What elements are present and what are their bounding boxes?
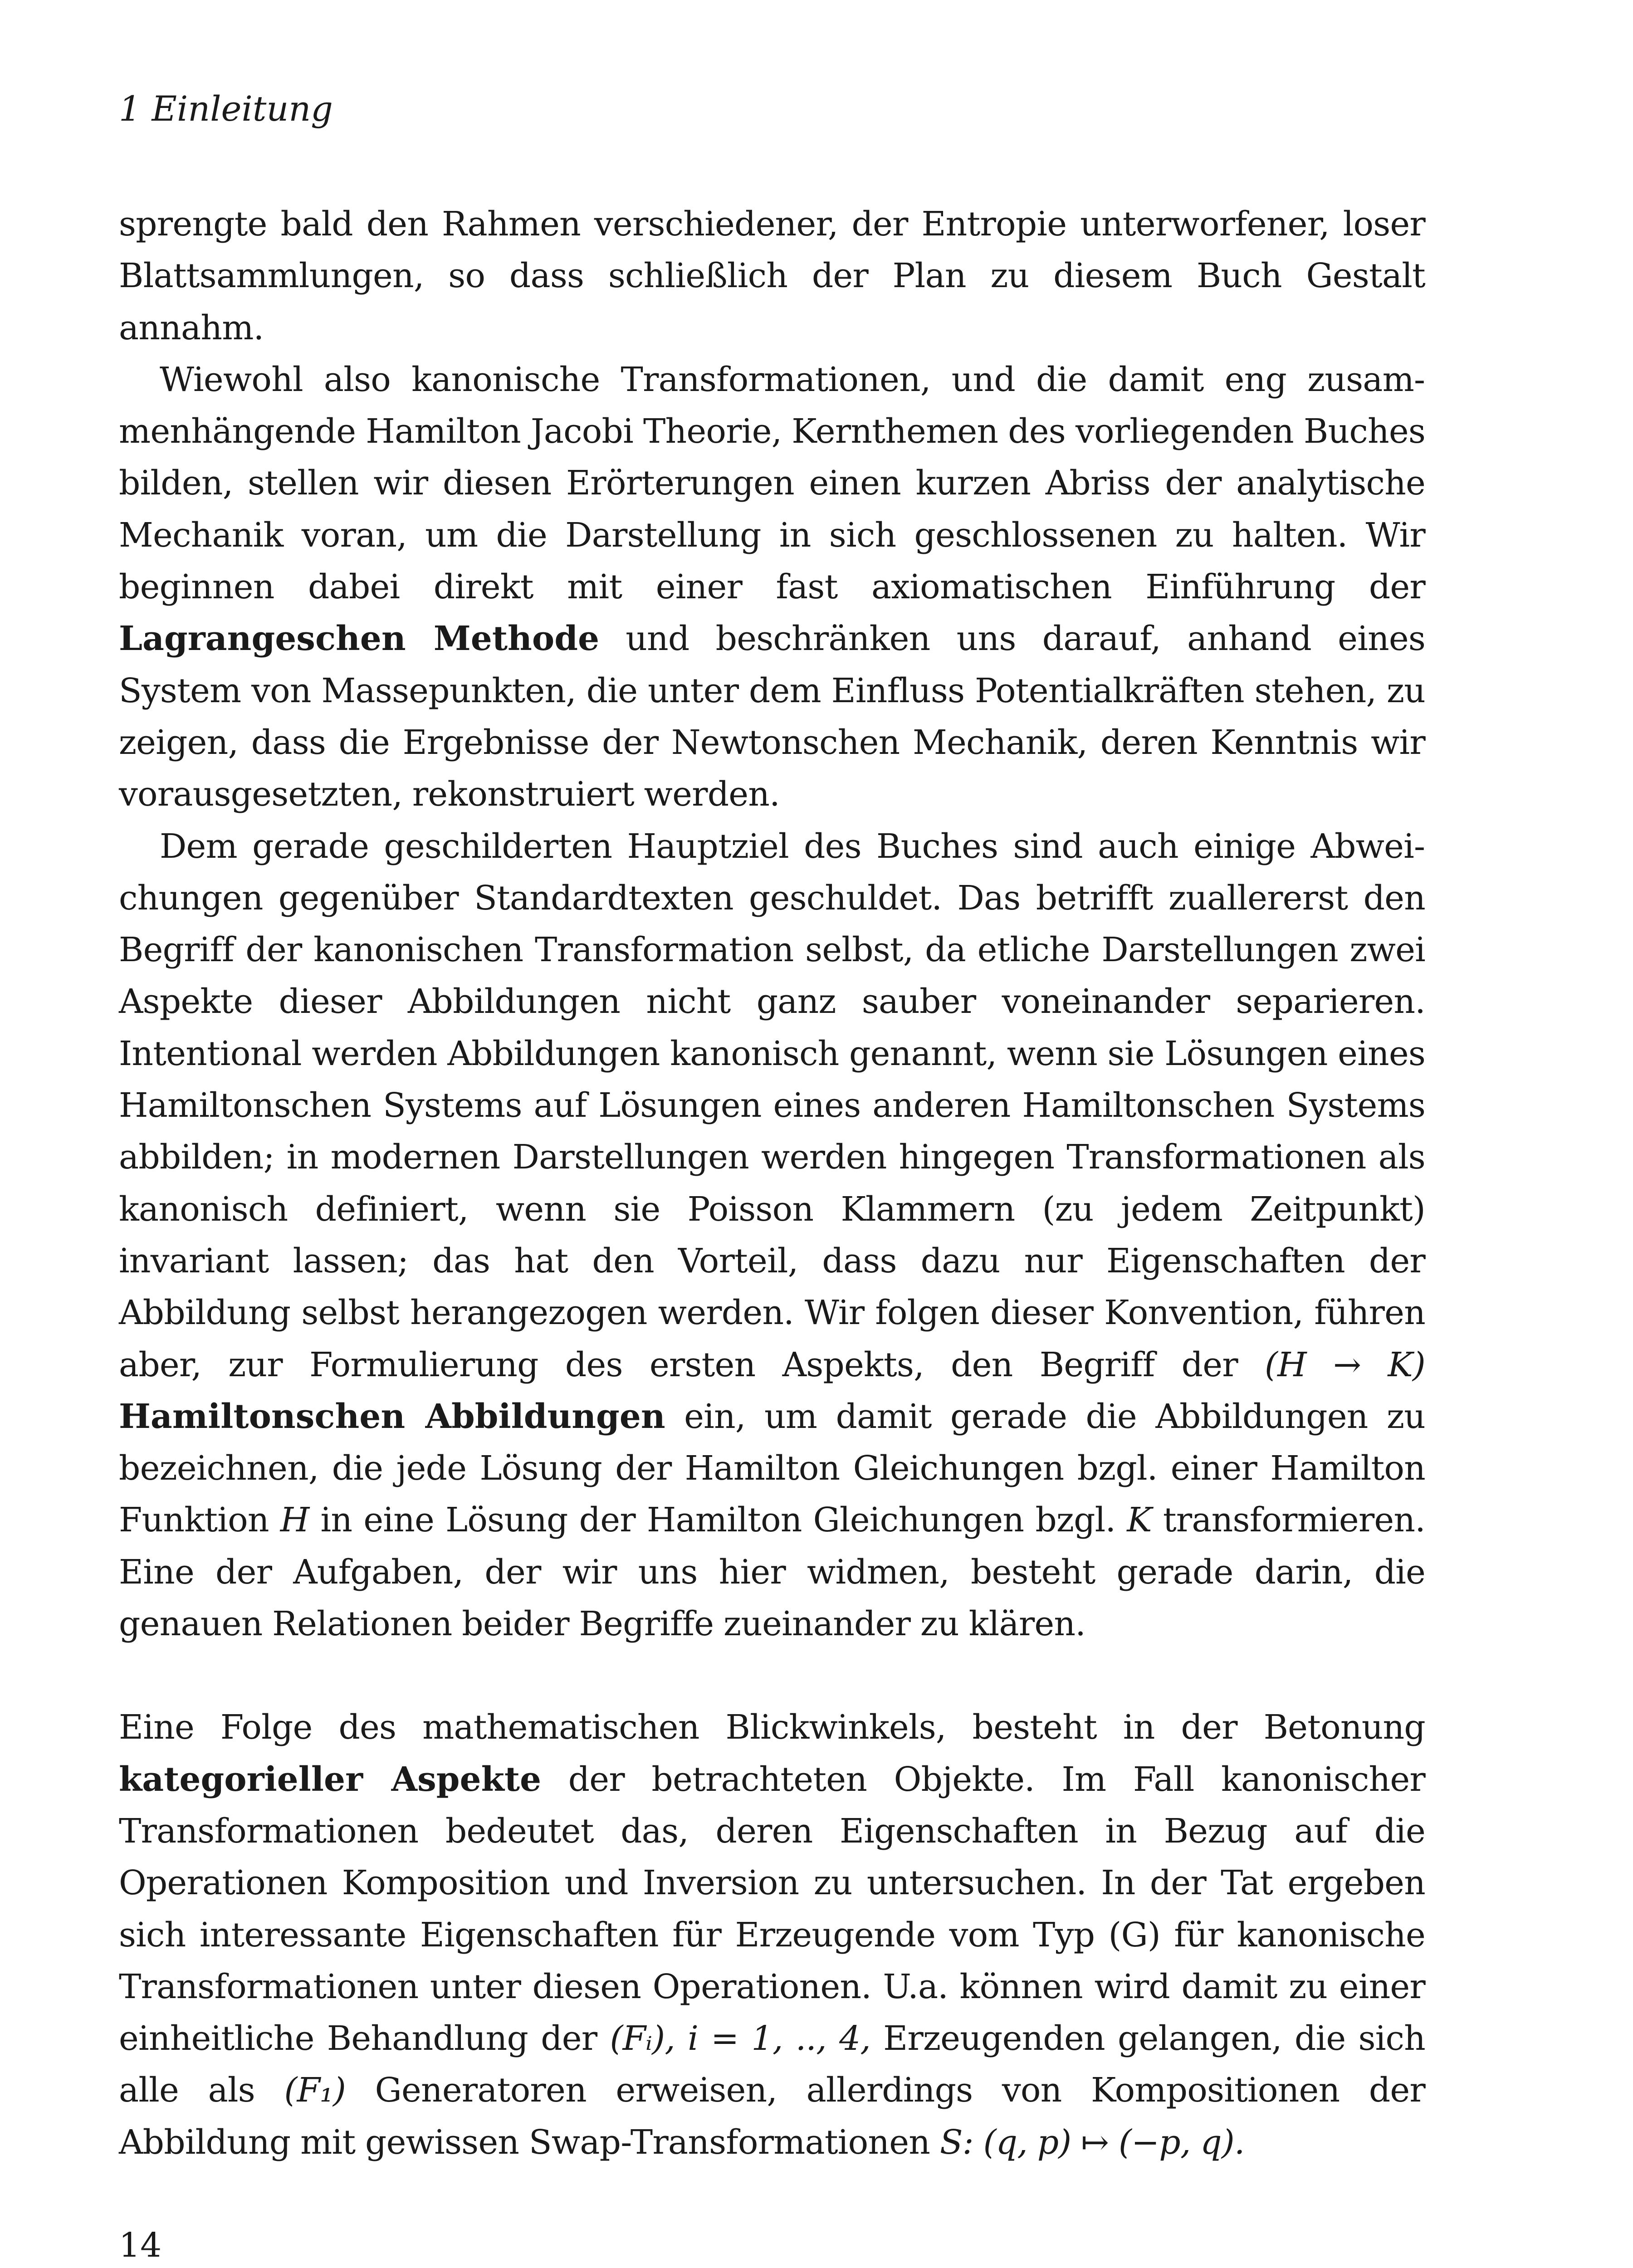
running-head: 1 Einleitung	[119, 88, 333, 129]
paragraph-2-text-b: und beschränken uns darauf, anhand eines System von Massepunkten, die unter dem Einfluss Potentialkräften stehen, zu zeigen, dass die Ergebnisse der Newtonschen Mechanik, deren Kenntnis wir vorausgesetzten, rekonstruiert werden.	[119, 619, 1426, 814]
paragraph-1	[119, 198, 1425, 354]
paragraph-3-text-b: ein, um damit gerade die Abbildungen zu bezeichnen, die jede Lösung der Hamilton Gleichungen bzgl. einer Hamilton Funktion	[119, 1397, 1425, 1540]
page-number: 14	[119, 2226, 162, 2265]
paragraph-3-text-d: transformieren. Eine der Aufgaben, der wir uns hier widmen, besteht gerade darin, die genauen Relationen beider Begriffe zueinander zu klären.	[119, 1501, 1425, 1644]
paragraph-4-text-c: Erzeugenden gelangen, die sich alle als	[119, 2019, 1426, 2110]
term-kategorieller-aspekte: kategorieller Aspekte	[119, 1760, 542, 1799]
math-h: H	[280, 1501, 309, 1540]
term-lagrangesche-methode: Lagrangeschen Methode	[119, 619, 600, 659]
term-hamiltonsche-abbildungen: Hamiltonschen Abbildungen	[119, 1397, 665, 1436]
paragraph-2-text-a: Wiewohl also kanonische Transformationen, und die damit eng zusammenhängende Hamilton Jacobi Theorie, Kernthemen des vorliegenden Buches bilden, stellen wir diesen Erörterungen einen kurzen Abriss der analytische Mechanik voran, um die Darstellung in sich geschlossenen zu halten. Wir beginnen dabei direkt mit einer fast axiomatischen Einführung der	[119, 360, 1425, 607]
paragraph-4-text-d: Generatoren erweisen, allerdings von Kompositionen der Abbildung mit gewissen Swap-Transformationen	[119, 2071, 1425, 2162]
math-k: K	[1127, 1501, 1152, 1540]
paragraph-3-text-c: in eine Lösung der Hamilton Gleichungen bzgl.	[309, 1501, 1127, 1540]
math-h-to-k: (H → K)	[1265, 1345, 1425, 1384]
paragraph-4-text-a: Eine Folge des mathematischen Blickwinkels, besteht in der Betonung	[119, 1708, 1425, 1747]
math-f1: (F₁)	[284, 2071, 346, 2110]
body-text	[119, 198, 1425, 2168]
paragraph-2	[119, 354, 1425, 821]
paragraph-3-text-a: Dem gerade geschilderten Hauptziel des Buches sind auch einige Abweichungen gegenüber Standardtexten geschuldet. Das betrifft zuallererst den Begriff der kanonischen Transformation selbst, da etliche Darstellungen zwei Aspekte dieser Abbildungen nicht ganz sauber voneinander separieren. Intentional werden Abbildungen kanonisch genannt, wenn sie Lösungen eines Hamiltonschen Systems auf Lösungen eines anderen Hamiltonschen Systems abbilden; in modernen Darstellungen werden hingegen Transformationen als kanonisch definiert, wenn sie Poisson Klammern (zu jedem Zeitpunkt) invariant lassen; das hat den Vorteil, dass dazu nur Eigenschaften der Abbildung selbst herangezogen werden. Wir folgen dieser Konvention, führen aber, zur Formulierung des ersten Aspekts, den Begriff der	[119, 826, 1425, 1384]
paragraph-4-text-b: der betrachteten Objekte. Im Fall kanonischer Transformationen bedeutet das, deren Eigenschaften in Bezug auf die Operationen Komposition und Inversion zu untersuchen. In der Tat ergeben sich interessante Eigenschaften für Erzeugende vom Typ (G) für kanonische Transformationen unter diesen Operationen. U.a. können wird damit zu einer einheitliche Behandlung der	[119, 1760, 1425, 2058]
paragraph-1-text: sprengte bald den Rahmen verschiedener, der Entropie unterworfener, loser Blattsammlungen, so dass schließlich der Plan zu diesem Buch Gestalt annahm.	[119, 205, 1425, 347]
math-fi: (Fᵢ), i = 1, .., 4,	[610, 2019, 871, 2058]
paragraph-4	[119, 1701, 1425, 2168]
math-swap-transformation: S: (q, p) ↦ (−p, q).	[939, 2122, 1245, 2162]
paragraph-3	[119, 821, 1425, 1650]
